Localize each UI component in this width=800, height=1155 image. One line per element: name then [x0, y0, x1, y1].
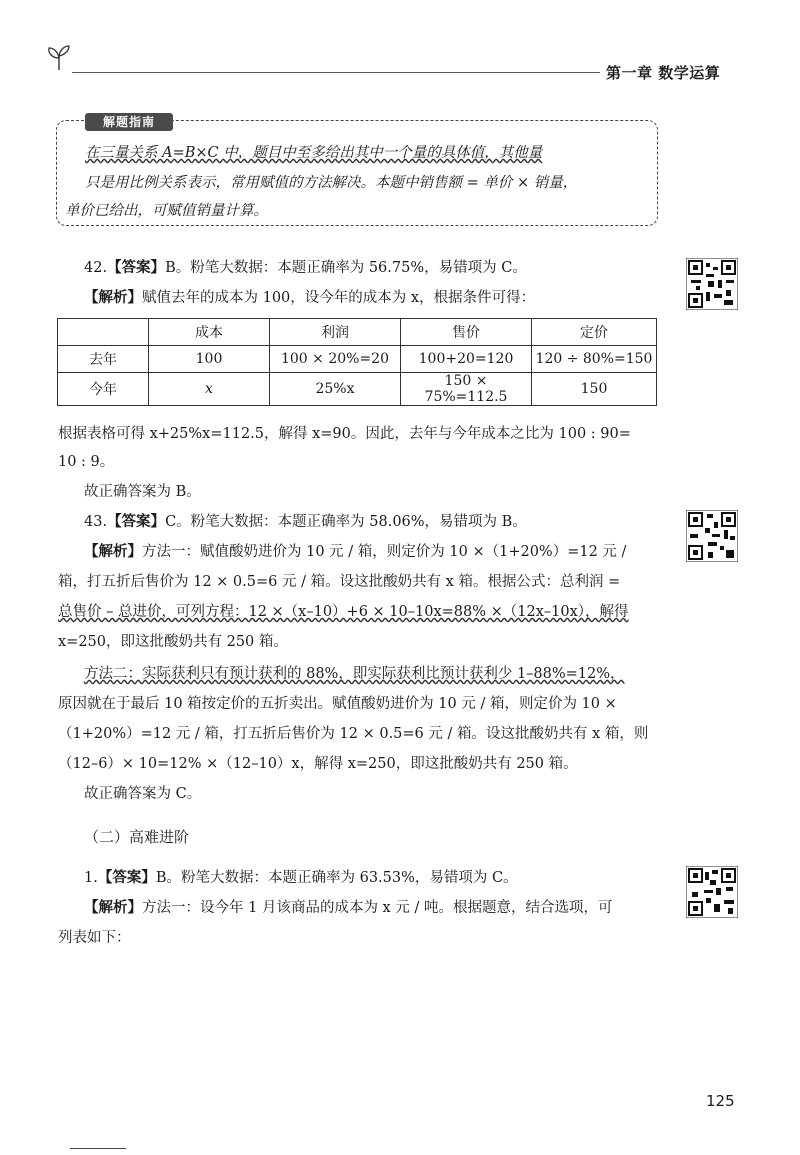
- q43-text-line: （1+20%）=12 元 / 箱，打五折后售价为 12 × 0.5=6 元 / 箱。设这批酸奶共有 x 箱，则: [58, 726, 649, 742]
- tip-badge: 解题指南: [85, 113, 173, 131]
- table-cell: 120 ÷ 80%=150: [532, 346, 657, 373]
- table-cell: 今年: [58, 373, 149, 406]
- sprout-icon: [44, 42, 74, 72]
- q43-analysis-line: 【解析】方法一：赋值酸奶进价为 10 元 / 箱，则定价为 10 ×（1+20%）=12 元 /: [84, 543, 627, 560]
- q43-text-line: 总售价 – 总进价，可列方程：12 ×（x–10）+6 × 10–10x=88% ×（12x–10x），解得: [58, 604, 629, 620]
- tip-line: 只是用比例关系表示，常用赋值的方法解决。本题中销售额 = 单价 × 销量，: [85, 175, 578, 191]
- table-cell: 150 × 75%=112.5: [401, 373, 532, 406]
- q42-result-line: 10 : 9。: [58, 454, 115, 470]
- q1-analysis-line: 【解析】方法一：设今年 1 月该商品的成本为 x 元 / 吨。根据题意，结合选项，可: [84, 899, 613, 916]
- q43-text-line: x=250，即这批酸奶共有 250 箱。: [58, 634, 288, 650]
- q43-answer-line: 43.【答案】C。粉笔大数据：本题正确率为 58.06%，易错项为 B。: [84, 513, 527, 530]
- table-cell: [58, 319, 149, 346]
- qr-code-icon[interactable]: [686, 258, 738, 310]
- q1-text-line: 列表如下：: [58, 930, 131, 946]
- qr-code-icon[interactable]: [686, 866, 738, 918]
- q42-answer-line: 42.【答案】B。粉笔大数据：本题正确率为 56.75%，易错项为 C。: [84, 259, 527, 276]
- table-header-row: [58, 319, 657, 346]
- table-cell: x: [149, 373, 270, 406]
- q43-text-line: 原因就在于最后 10 箱按定价的五折卖出。赋值酸奶进价为 10 元 / 箱，则定价为 10 ×: [58, 696, 617, 712]
- table-row: [58, 373, 657, 406]
- table-cell: 25%x: [270, 373, 401, 406]
- q43-conclusion: 故正确答案为 C。: [84, 786, 202, 802]
- section-title: （二）高难进阶: [84, 828, 190, 846]
- table-row: [58, 346, 657, 373]
- table-cell: 成本: [149, 319, 270, 346]
- table-cell: 去年: [58, 346, 149, 373]
- tip-box: [56, 115, 658, 226]
- q42-result-line: 根据表格可得 x+25%x=112.5，解得 x=90。因此，去年与今年成本之比为 100 : 90=: [58, 426, 631, 442]
- header-rule: [72, 72, 600, 73]
- q42-analysis-line: 【解析】赋值去年的成本为 100，设今年的成本为 x，根据条件可得：: [84, 289, 536, 306]
- footer-rule: [70, 1148, 126, 1149]
- cost-table: [57, 318, 657, 406]
- tip-line: 单价已给出，可赋值销量计算。: [65, 203, 268, 219]
- table-cell: 150: [532, 373, 657, 406]
- table-cell: 100+20=120: [401, 346, 532, 373]
- chapter-title: 第一章 数学运算: [606, 64, 721, 82]
- page-number: 125: [706, 1092, 735, 1110]
- table-cell: 售价: [401, 319, 532, 346]
- table-cell: 100 × 20%=20: [270, 346, 401, 373]
- q42-conclusion: 故正确答案为 B。: [84, 484, 201, 500]
- q43-text-line: 箱，打五折后售价为 12 × 0.5=6 元 / 箱。设这批酸奶共有 x 箱。根据公式：总利润 =: [58, 574, 621, 590]
- tip-line: 在三量关系 A=B×C 中，题目中至多给出其中一个量的具体值，其他量: [85, 145, 543, 161]
- table-cell: 定价: [532, 319, 657, 346]
- q43-text-line: 方法二：实际获利只有预计获利的 88%，即实际获利比预计获利少 1–88%=12%，: [84, 666, 625, 682]
- table-cell: 利润: [270, 319, 401, 346]
- q1-answer-line: 1.【答案】B。粉笔大数据：本题正确率为 63.53%，易错项为 C。: [84, 869, 518, 886]
- qr-code-icon[interactable]: [686, 510, 738, 562]
- q43-text-line: （12–6）× 10=12% ×（12–10）x，解得 x=250，即这批酸奶共有 250 箱。: [58, 756, 578, 772]
- table-cell: 100: [149, 346, 270, 373]
